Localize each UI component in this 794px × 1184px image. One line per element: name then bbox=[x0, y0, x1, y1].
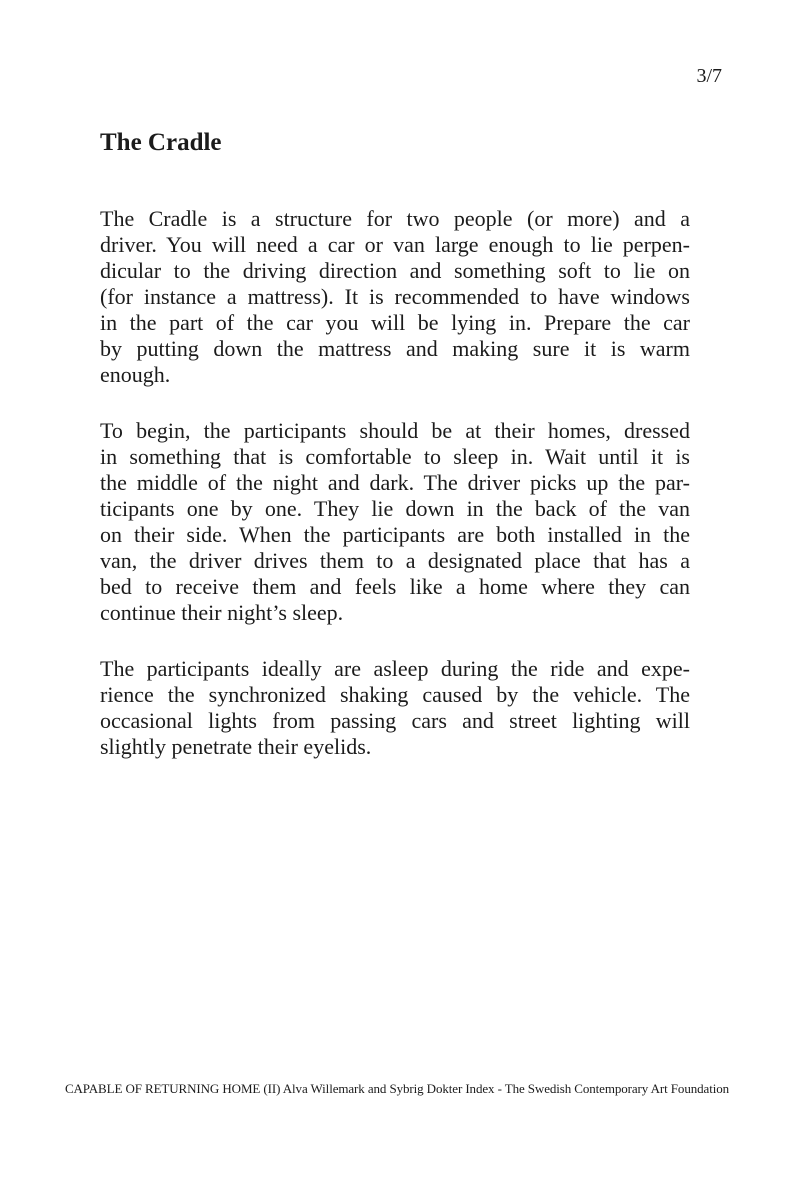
body-text bbox=[100, 206, 690, 760]
text-line: rience the synchronized shaking caused by the vehicle. The bbox=[100, 682, 690, 707]
text-line: occasional lights from passing cars and street lighting will bbox=[100, 708, 690, 733]
text-line: van, the driver drives them to a designated place that has a bbox=[100, 548, 690, 573]
text-line: To begin, the participants should be at their homes, dressed bbox=[100, 418, 690, 443]
paragraph bbox=[100, 418, 690, 626]
text-line: in something that is comfortable to sleep in. Wait until it is bbox=[100, 444, 690, 469]
paragraph bbox=[100, 206, 690, 388]
text-line: the middle of the night and dark. The driver picks up the par- bbox=[100, 470, 690, 495]
text-line: dicular to the driving direction and something soft to lie on bbox=[100, 258, 690, 283]
text-line: enough. bbox=[100, 362, 171, 387]
footer-text: CAPABLE OF RETURNING HOME (II) Alva Willemark and Sybrig Dokter Index - The Swedish Contemporary Art Foundation bbox=[64, 1081, 730, 1096]
text-line: bed to receive them and feels like a home where they can bbox=[100, 574, 690, 599]
page-title: The Cradle bbox=[100, 129, 222, 156]
text-line: ticipants one by one. They lie down in the back of the van bbox=[100, 496, 690, 521]
text-line: in the part of the car you will be lying in. Prepare the car bbox=[100, 310, 690, 335]
text-line: continue their night’s sleep. bbox=[100, 600, 344, 625]
text-line: The Cradle is a structure for two people (or more) and a bbox=[100, 206, 690, 231]
page-number: 3/7 bbox=[696, 65, 722, 87]
text-line: driver. You will need a car or van large enough to lie perpen- bbox=[100, 232, 690, 257]
text-line: on their side. When the participants are both installed in the bbox=[100, 522, 690, 547]
paragraph bbox=[100, 656, 690, 760]
text-line: The participants ideally are asleep during the ride and expe- bbox=[100, 656, 690, 681]
text-line: slightly penetrate their eyelids. bbox=[100, 734, 372, 759]
text-line: by putting down the mattress and making sure it is warm bbox=[100, 336, 690, 361]
text-line: (for instance a mattress). It is recommended to have windows bbox=[100, 284, 690, 309]
